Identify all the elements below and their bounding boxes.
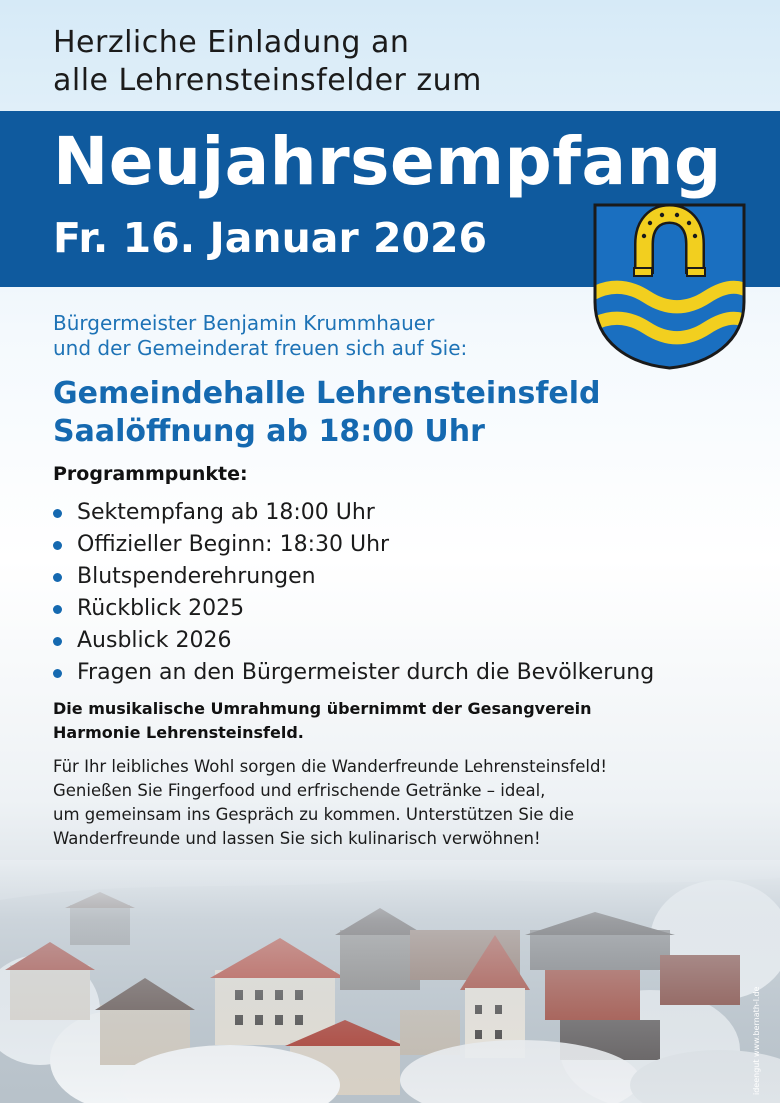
program-item-text: Offizieller Beginn: 18:30 Uhr [77,532,390,557]
catering-line-1: Für Ihr leibliches Wohl sorgen die Wanderfreunde Lehrensteinsfeld! [53,757,608,776]
venue-info [53,375,601,451]
venue-name: Gemeindehalle Lehrensteinsfeld [53,376,601,411]
doors-open-time: Saalöffnung ab 18:00 Uhr [53,414,485,449]
catering-line-4: Wanderfreunde und lassen Sie sich kulinarisch verwöhnen! [53,829,541,848]
program-item [53,593,654,625]
invitation-intro [53,24,482,100]
bullet-icon [53,669,62,678]
bullet-icon [53,605,62,614]
music-note [53,697,753,745]
design-credit: ideengut www.bernath-l.de [752,986,761,1095]
catering-line-3: um gemeinsam ins Gespräch zu kommen. Unterstützen Sie die [53,805,575,824]
coat-of-arms-icon [592,202,747,370]
hosts-text [53,311,467,361]
program-item-text: Sektempfang ab 18:00 Uhr [77,500,375,525]
bullet-icon [53,509,62,518]
intro-line-1: Herzliche Einladung an [53,25,410,60]
event-title: Neujahrsempfang [53,123,722,200]
program-item-text: Ausblick 2026 [77,628,232,653]
program-title: Programmpunkte: [53,463,248,485]
catering-text [53,755,773,851]
hosts-line-1: Bürgermeister Benjamin Krummhauer [53,311,435,335]
bullet-icon [53,573,62,582]
program-item-text: Fragen an den Bürgermeister durch die Bevölkerung [77,660,655,685]
village-photo [0,860,780,1103]
program-item [53,625,654,657]
program-list [53,497,654,689]
intro-line-2: alle Lehrensteinsfelder zum [53,63,482,98]
program-item-text: Blutspenderehrungen [77,564,316,589]
program-item [53,561,654,593]
program-item [53,657,654,689]
program-item [53,529,654,561]
event-date: Fr. 16. Januar 2026 [53,214,488,262]
bullet-icon [53,541,62,550]
hosts-line-2: und der Gemeinderat freuen sich auf Sie: [53,336,468,360]
program-item [53,497,654,529]
catering-line-2: Genießen Sie Fingerfood und erfrischende Getränke – ideal, [53,781,546,800]
program-item-text: Rückblick 2025 [77,596,245,621]
music-line-1: Die musikalische Umrahmung übernimmt der Gesangverein [53,699,592,718]
music-line-2: Harmonie Lehrensteinsfeld. [53,723,304,742]
bullet-icon [53,637,62,646]
